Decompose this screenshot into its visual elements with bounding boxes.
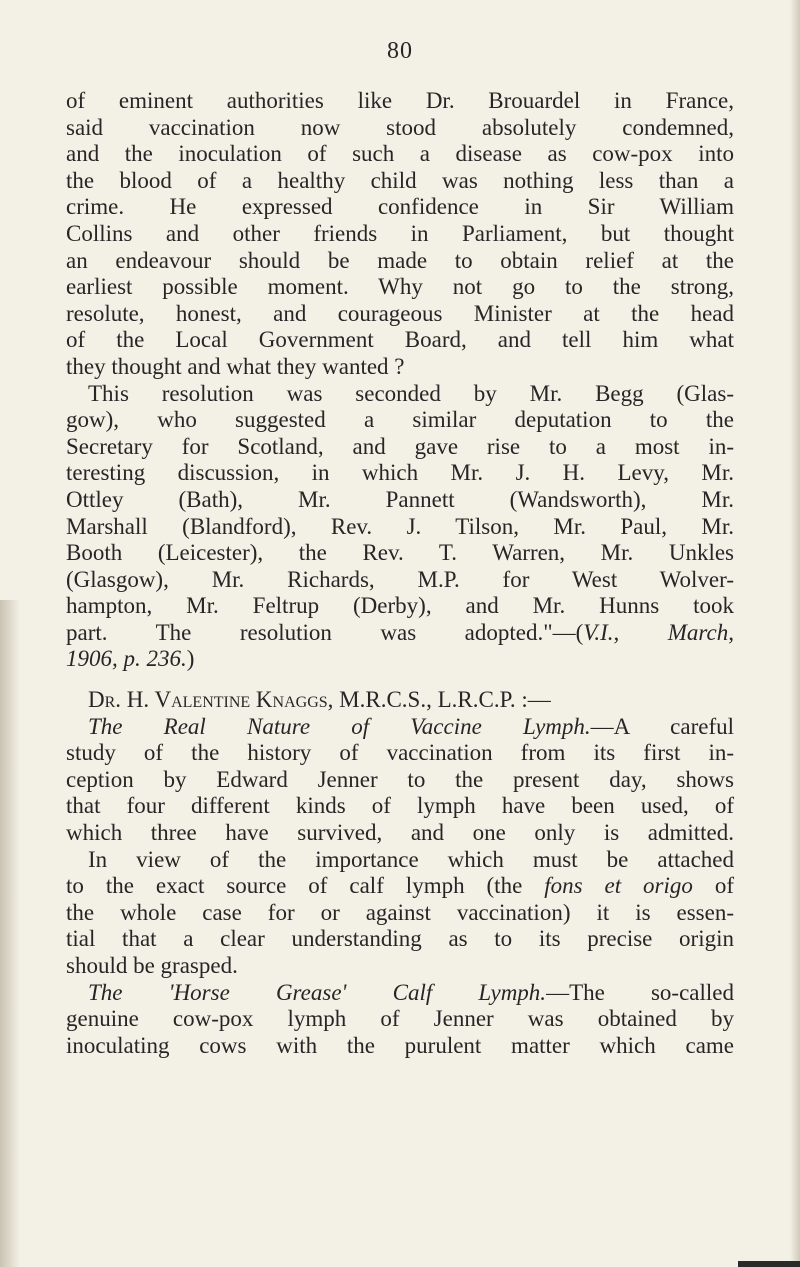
text-line [66,980,734,1007]
text-run: ) [186,646,195,672]
text-run: —A careful [590,713,734,739]
text-line: Ottley (Bath), Mr. Pannett (Wandsworth), Mr. [66,486,734,512]
text-line: crime. He expressed confidence in Sir William [66,194,734,220]
text-line: Secretary for Scotland, and gave rise to a most in- [66,433,734,459]
body-text [66,88,734,1059]
text-line: Booth (Leicester), the Rev. T. Warren, Mr. Unkles [66,540,734,566]
text-line: This resolution was seconded by Mr. Begg (Glas- [88,380,734,406]
text-line: the whole case for or against vaccination) it is essen- [66,899,734,925]
citation: 1906, p. 236. [66,646,187,672]
text-run: of [692,873,734,899]
text-line: Marshall (Blandford), Rev. J. Tilson, Mr. Paul, Mr. [66,513,734,539]
page-edge-shadow [0,600,20,1267]
text-line: In view of the importance which must be attached [88,846,734,872]
text-line [66,620,734,647]
text-line: that four different kinds of lymph have been used, of [66,793,734,819]
text-line: Collins and other friends in Parliament, but thought [66,220,734,246]
text-line: of the Local Government Board, and tell him what [66,327,734,353]
section-heading: The Real Nature of Vaccine Lymph. [88,713,591,739]
text-line: resolute, honest, and courageous Minister at the head [66,300,734,326]
text-line: hampton, Mr. Feltrup (Derby), and Mr. Hunns took [66,593,734,619]
text-run: to the exact source of calf lymph (the [66,873,545,899]
page-edge-shadow-right [790,0,800,1267]
text-line: ception by Edward Jenner to the present day, shows [66,766,734,792]
page-number: 80 [387,38,413,64]
text-line: said vaccination now stood absolutely condemned, [66,114,734,140]
text-line: should be grasped. [66,953,238,978]
text-line [66,873,734,900]
text-run: part. The resolution was adopted."—( [66,619,584,645]
section-heading: The 'Horse Grease' Calf Lymph. [88,979,547,1005]
text-line: and the inoculation of such a disease as cow-pox into [66,141,734,167]
text-line [66,714,734,741]
author-name: H. Valentine Knaggs, [126,687,334,713]
text-line [66,646,734,673]
text-line: (Glasgow), Mr. Richards, M.P. for West Wolver- [66,566,734,592]
author-credentials: M.R.C.S., L.R.C.P. :— [333,687,551,713]
text-line: earliest possible moment. Why not go to the strong, [66,274,734,300]
latin-phrase: fons et origo [544,873,693,899]
page-corner-mark [738,1261,800,1267]
text-line: inoculating cows with the purulent matter which came [66,1032,734,1058]
text-line: tial that a clear understanding as to its precise origin [66,926,734,952]
text-line: study of the history of vaccination from its first in- [66,740,734,766]
text-line: they thought and what they wanted ? [66,353,405,379]
text-line: of eminent authorities like Dr. Brouardel in France, [66,88,734,113]
text-line: the blood of a healthy child was nothing less than a [66,167,734,193]
text-line: genuine cow-pox lymph of Jenner was obtained by [66,1006,734,1032]
text-run: —The so-called [546,979,734,1005]
author-prefix: Dr. [88,687,122,713]
text-line: an endeavour should be made to obtain relief at the [66,247,734,273]
text-line: teresting discussion, in which Mr. J. H. Levy, Mr. [66,460,734,486]
author-line [66,687,734,714]
text-line: which three have survived, and one only is admitted. [66,820,734,846]
text-line: gow), who suggested a similar deputation to the [66,407,734,433]
citation: V.I., March, [583,619,734,645]
